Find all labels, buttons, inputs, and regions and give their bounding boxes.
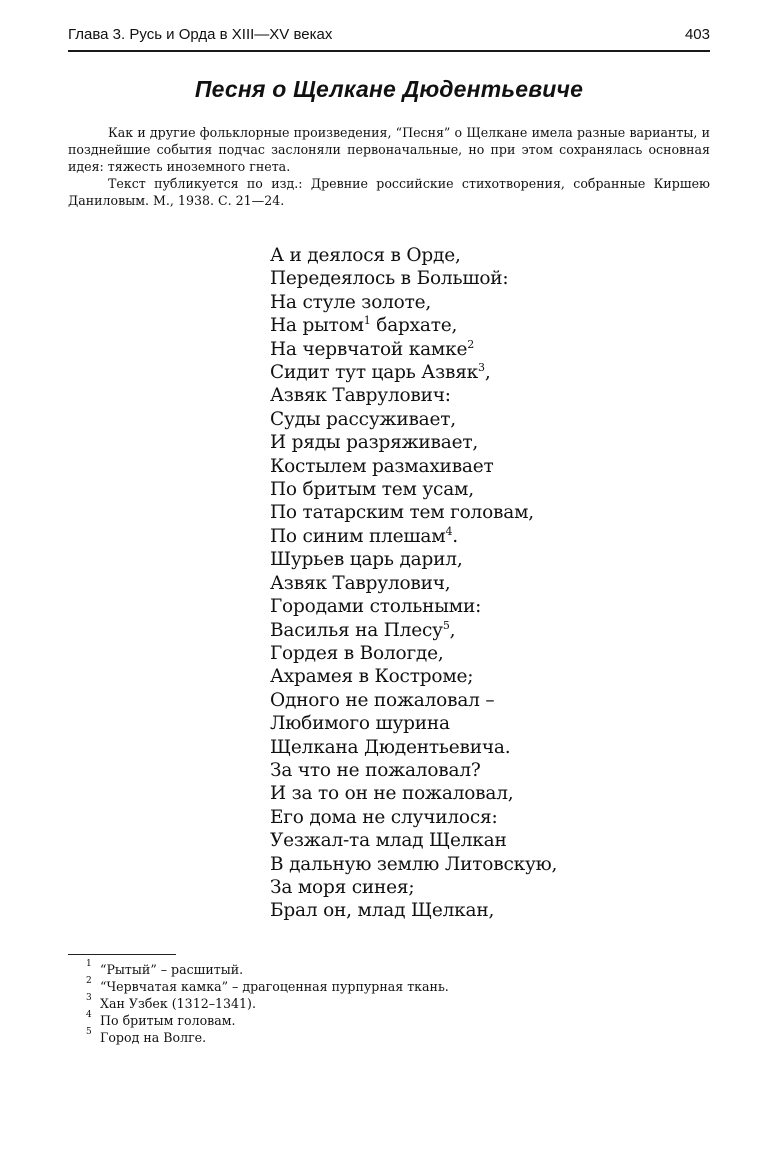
footnote-mark: 1 <box>86 959 92 969</box>
footnote <box>86 976 449 995</box>
poem-line-text: Передеялось в Большой: <box>270 268 509 290</box>
page-number: 403 <box>684 26 710 43</box>
poem-line <box>270 876 557 899</box>
poem-line <box>270 689 557 712</box>
poem-line-text: В дальную землю Литовскую, <box>270 853 558 875</box>
poem-line <box>270 548 557 571</box>
poem-line <box>270 595 557 618</box>
poem-line <box>270 314 557 337</box>
poem-line-text: Василья на Плесу <box>270 619 443 641</box>
poem <box>270 244 557 923</box>
footnote-text: “Червчатая камка” – драгоценная пурпурная ткань. <box>100 979 449 994</box>
poem-line-text: А и деялося в Орде, <box>270 245 461 266</box>
footnote-divider <box>68 954 176 955</box>
poem-line <box>270 899 557 922</box>
poem-line-text: За моря синея; <box>270 876 415 898</box>
poem-line <box>270 408 557 431</box>
running-head <box>68 22 710 52</box>
poem-line <box>270 572 557 595</box>
poem-line <box>270 478 557 501</box>
poem-line <box>270 782 557 805</box>
poem-line-text: Щелкана Дюдентьевича. <box>270 736 511 758</box>
poem-line <box>270 759 557 782</box>
poem-line <box>270 244 557 267</box>
document-title: Песня о Щелкане Дюдентьевиче <box>194 76 584 102</box>
footnote-ref: 5 <box>442 618 450 632</box>
footnote-text: Хан Узбек (1312–1341). <box>100 996 256 1011</box>
intro-paragraph-1: Как и другие фольклорные произведения, “Песня” о Щелкане имела разные варианты, и позднейшие события подчас заслоняли первоначальные, но при этом сохранялась основная идея: тяжесть иноземного гнета. <box>68 125 710 174</box>
poem-line-text: За что не пожаловал? <box>270 759 481 781</box>
poem-line-text: Одного не пожаловал – <box>270 689 495 711</box>
poem-line <box>270 267 557 290</box>
poem-line-text: Гордея в Вологде, <box>270 642 444 664</box>
poem-line <box>270 384 557 407</box>
footnote-text: “Рытый” – расшитый. <box>100 962 244 977</box>
poem-line <box>270 291 557 314</box>
poem-line-text: По синим плешам <box>270 525 446 547</box>
footnote-text: По бритым головам. <box>100 1013 236 1028</box>
poem-line <box>270 736 557 759</box>
footnote <box>86 993 449 1012</box>
poem-line <box>270 338 557 361</box>
poem-line-text: Костылем размахивает <box>270 455 494 477</box>
poem-line-text: Городами стольными: <box>270 596 482 618</box>
poem-line <box>270 806 557 829</box>
footnote-mark: 3 <box>86 993 92 1003</box>
poem-line-tail: . <box>452 525 458 547</box>
footnote-mark: 2 <box>86 976 92 986</box>
footnotes <box>86 959 449 1046</box>
poem-line <box>270 431 557 454</box>
footnote <box>86 1027 449 1046</box>
footnote-ref: 4 <box>445 524 453 538</box>
poem-line-tail: , <box>449 619 456 641</box>
poem-line-text: По бритым тем усам, <box>270 479 474 501</box>
poem-line-text: На стуле золоте, <box>270 291 432 313</box>
poem-line-text: Суды рассуживает, <box>270 408 456 430</box>
footnote-text: Город на Волге. <box>100 1030 207 1045</box>
footnote-mark: 5 <box>86 1027 92 1037</box>
footnote-ref: 1 <box>363 314 371 328</box>
intro-paragraph-2: Текст публикуется по изд.: Древние российские стихотворения, собранные Киршею Даниловым. М., 1938. С. 21—24. <box>68 176 710 208</box>
poem-line-tail: , <box>484 362 491 384</box>
poem-line <box>270 525 557 548</box>
intro-text <box>68 124 710 209</box>
footnote-ref: 2 <box>467 337 475 351</box>
poem-line-text: Брал он, млад Щелкан, <box>270 900 495 922</box>
poem-line <box>270 642 557 665</box>
poem-line-text: Любимого шурина <box>270 713 450 735</box>
poem-line-text: Азвяк Таврулович: <box>270 385 451 407</box>
poem-line-text: Азвяк Таврулович, <box>270 572 451 594</box>
poem-line <box>270 665 557 688</box>
poem-line <box>270 829 557 852</box>
poem-line <box>270 455 557 478</box>
footnote <box>86 959 449 978</box>
poem-line-text: На рытом <box>270 315 364 337</box>
poem-line-text: На червчатой камке <box>270 338 468 360</box>
poem-line-text: Шурьев царь дарил, <box>270 549 463 571</box>
poem-line-tail: бархате, <box>370 315 458 337</box>
footnote-mark: 4 <box>86 1010 92 1020</box>
poem-line-text: И за то он не пожаловал, <box>270 783 514 805</box>
poem-line <box>270 501 557 524</box>
poem-line-text: По татарским тем головам, <box>270 502 534 524</box>
poem-line <box>270 853 557 876</box>
chapter-title: Глава 3. Русь и Орда в XIII—XV веках <box>68 26 333 43</box>
footnote <box>86 1010 449 1029</box>
poem-line <box>270 619 557 642</box>
poem-line-text: Его дома не случилося: <box>270 806 498 828</box>
footnote-ref: 3 <box>478 360 485 374</box>
poem-line-text: Сидит тут царь Азвяк <box>270 362 479 384</box>
poem-line-text: Уезжал-та млад Щелкан <box>270 830 507 852</box>
poem-line <box>270 712 557 735</box>
poem-line-text: Ахрамея в Костроме; <box>270 666 474 688</box>
poem-line-text: И ряды разряживает, <box>270 432 479 454</box>
poem-line <box>270 361 557 384</box>
